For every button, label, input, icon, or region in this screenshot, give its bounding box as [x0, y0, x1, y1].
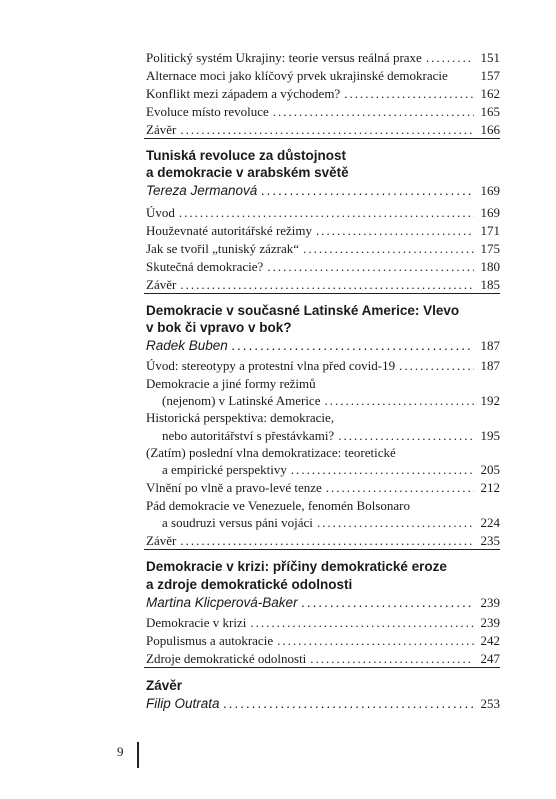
toc-entry — [146, 514, 500, 532]
toc-author — [146, 594, 500, 612]
toc-entry — [146, 67, 500, 85]
toc-entry-title: nebo autoritářství s přestávkami? — [162, 428, 335, 443]
dot-leader — [250, 614, 474, 632]
toc-page-number: 162 — [480, 86, 500, 101]
toc-entry — [146, 240, 500, 258]
toc-entry-title: Demokracie v krizi — [146, 615, 247, 630]
toc-page-number: 235 — [480, 533, 500, 548]
toc-page-number: 247 — [480, 651, 500, 666]
dot-leader — [303, 240, 474, 258]
section-divider — [144, 549, 500, 550]
toc-entry — [146, 49, 500, 67]
toc-page-number: 175 — [480, 241, 500, 256]
toc-entry — [146, 357, 500, 375]
toc-entry — [146, 532, 500, 550]
dot-leader — [344, 85, 474, 103]
toc-page-number: 195 — [480, 428, 500, 443]
toc-entry-title: (Zatím) poslední vlna demokratizace: teoretické — [146, 445, 396, 460]
toc-page-number: 169 — [480, 205, 500, 220]
toc-page-number: 180 — [480, 259, 500, 274]
toc-entry-title: Zdroje demokratické odolnosti — [146, 651, 307, 666]
page-number-divider — [137, 742, 139, 768]
toc-entry — [146, 121, 500, 139]
chapter-title: v bok či vpravo v bok? — [146, 320, 292, 335]
toc-page-number: 239 — [480, 615, 500, 630]
toc-entry-title: Závěr — [146, 533, 177, 548]
toc-page-number: 185 — [480, 277, 500, 292]
toc-page-number: 165 — [480, 104, 500, 119]
dot-leader — [426, 49, 474, 67]
toc-entry — [146, 222, 500, 240]
section-divider — [144, 138, 500, 139]
toc-entry-title: a soudruzi versus páni vojáci — [162, 515, 313, 530]
toc-entry — [146, 632, 500, 650]
toc-entry-title: Úvod — [146, 205, 175, 220]
dot-leader — [326, 479, 474, 497]
toc-entry-title: Skutečná demokracie? — [146, 259, 264, 274]
dot-leader — [324, 392, 474, 410]
toc-entry-title: Vlnění po vlně a pravo-levé tenze — [146, 480, 322, 495]
toc-entry-title: Konflikt mezi západem a východem? — [146, 86, 341, 101]
toc-entry-title: a empirické perspektivy — [162, 462, 287, 477]
section-divider — [144, 667, 500, 668]
dot-leader — [316, 222, 474, 240]
toc-page-number: 242 — [480, 633, 500, 648]
toc-entry-title: Alternace moci jako klíčový prvek ukrajinské demokracie — [146, 68, 448, 83]
toc-page-number: 253 — [480, 696, 500, 711]
toc-entry-title: Pád demokracie ve Venezuele, fenomén Bolsonaro — [146, 498, 410, 513]
chapter-title: Tuniská revoluce za důstojnost — [146, 148, 347, 163]
toc-author — [146, 695, 500, 713]
toc-author — [146, 337, 500, 355]
toc-entry — [146, 204, 500, 222]
dot-leader — [310, 650, 474, 668]
author-name: Filip Outrata — [146, 696, 220, 711]
dot-leader — [399, 357, 474, 375]
dot-leader — [317, 514, 474, 532]
dot-leader — [291, 461, 474, 479]
toc-line — [146, 375, 500, 393]
toc-entry — [146, 258, 500, 276]
author-name: Martina Klicperová-Baker — [146, 595, 298, 610]
toc-page-number: 224 — [480, 515, 500, 530]
chapter-title: Demokracie v současné Latinské Americe: Vlevo — [146, 303, 460, 318]
toc-entry-title: Závěr — [146, 122, 177, 137]
toc-page-number: 157 — [480, 68, 500, 83]
toc-page-number: 192 — [480, 393, 500, 408]
toc-line — [146, 444, 500, 462]
dot-leader — [224, 695, 474, 713]
dot-leader — [180, 121, 474, 139]
toc-page-number: 171 — [480, 223, 500, 238]
dot-leader — [180, 532, 474, 550]
toc-entry — [146, 103, 500, 121]
chapter-title: a demokracie v arabském světě — [146, 165, 349, 180]
toc-entry-title: Úvod: stereotypy a protestní vlna před covid-19 — [146, 358, 396, 373]
toc-entry — [146, 85, 500, 103]
toc-entry — [146, 461, 500, 479]
toc-entry-title: Demokracie a jiné formy režimů — [146, 376, 316, 391]
dot-leader — [338, 427, 474, 445]
toc-entry-title: Závěr — [146, 277, 177, 292]
toc-entry — [146, 392, 500, 410]
toc-page-number: 169 — [480, 183, 500, 198]
toc-page-number: 151 — [480, 50, 500, 65]
toc-entry-title: Historická perspektiva: demokracie, — [146, 410, 335, 425]
toc-entry-title: (nejenom) v Latinské Americe — [162, 393, 321, 408]
chapter-title: Demokracie v krizi: příčiny demokratické eroze — [146, 559, 447, 574]
dot-leader — [273, 103, 474, 121]
page-number: 9 — [117, 744, 124, 759]
toc-entry — [146, 650, 500, 668]
dot-leader — [261, 182, 474, 200]
toc-entry — [146, 479, 500, 497]
dot-leader — [302, 594, 474, 612]
toc-page-number: 212 — [480, 480, 500, 495]
toc-entry — [146, 614, 500, 632]
section-divider — [144, 293, 500, 294]
dot-leader — [267, 258, 474, 276]
toc-entry-title: Populismus a autokracie — [146, 633, 274, 648]
toc-page-number: 239 — [480, 595, 500, 610]
toc-entry-title: Evoluce místo revoluce — [146, 104, 269, 119]
toc-entry-title: Jak se tvořil „tuniský zázrak“ — [146, 241, 300, 256]
toc-author — [146, 182, 500, 200]
chapter-title: Závěr — [146, 678, 183, 693]
dot-leader — [180, 276, 474, 294]
toc-entry — [146, 276, 500, 294]
toc-page-number: 205 — [480, 462, 500, 477]
dot-leader — [232, 337, 474, 355]
toc-line — [146, 409, 500, 427]
toc-entry — [146, 427, 500, 445]
toc-page-number: 187 — [480, 338, 500, 353]
author-name: Tereza Jermanová — [146, 183, 258, 198]
toc-page-number: 166 — [480, 122, 500, 137]
toc-page-number: 187 — [480, 358, 500, 373]
dot-leader — [179, 204, 474, 222]
dot-leader — [277, 632, 474, 650]
toc-entry-title: Houževnaté autoritářské režimy — [146, 223, 313, 238]
chapter-title: a zdroje demokratické odolnosti — [146, 577, 353, 592]
author-name: Radek Buben — [146, 338, 228, 353]
toc-entry-title: Politický systém Ukrajiny: teorie versus reálná praxe — [146, 50, 422, 65]
toc-line — [146, 497, 500, 515]
